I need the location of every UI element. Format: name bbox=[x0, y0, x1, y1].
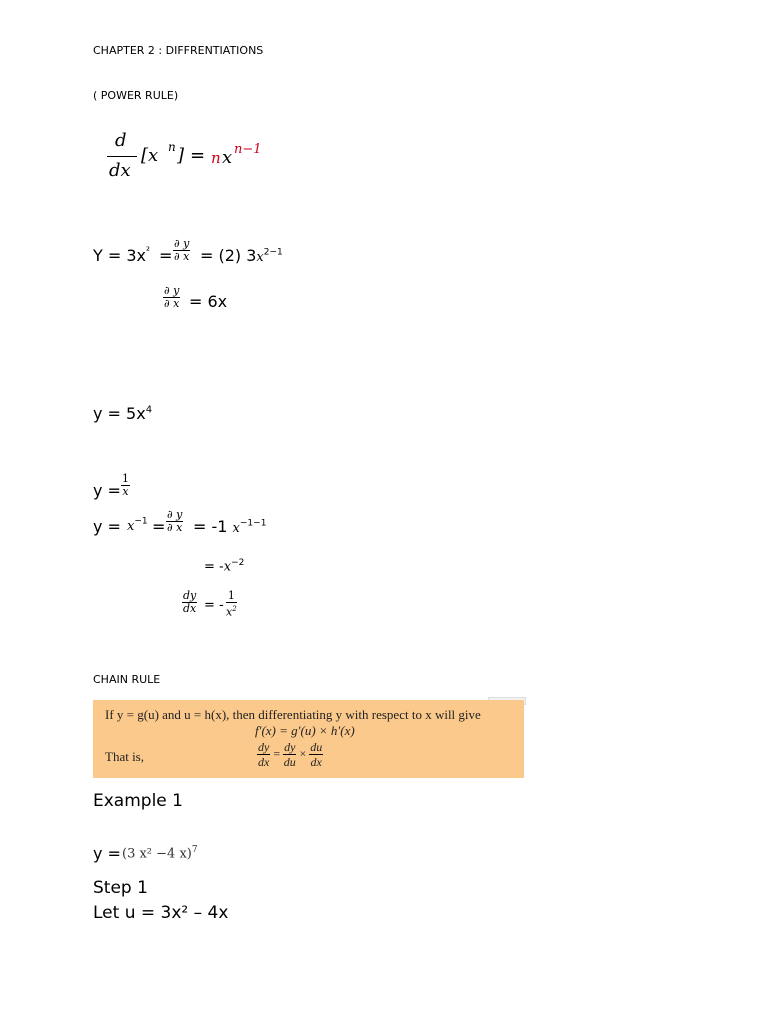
ex3-line4-eq: = - bbox=[204, 598, 224, 613]
chain-line4 bbox=[257, 740, 323, 769]
chain-rule-heading: CHAIN RULE bbox=[93, 673, 161, 686]
ex3-line2-dx: ∂ x bbox=[167, 521, 183, 534]
ex3-line2-derivative bbox=[166, 509, 183, 534]
chain-line1: If y = g(u) and u = h(x), then differentiating y with respect to x will give bbox=[105, 707, 481, 722]
formula-equals: = bbox=[190, 145, 206, 166]
ex1-line2-dx: ∂ x bbox=[164, 297, 180, 310]
ex1-rhs-x: x bbox=[256, 250, 264, 265]
ex1-rhs-exp: 2−1 bbox=[263, 247, 283, 258]
ex3-line1-frac bbox=[121, 473, 130, 498]
formula-exp-n: n bbox=[168, 140, 176, 154]
ex3-line3-x: x bbox=[223, 559, 232, 575]
ex2-exp: 4 bbox=[145, 404, 153, 416]
ex3-line2-rhs-exp: −1−1 bbox=[239, 518, 267, 529]
chain-times: × bbox=[299, 746, 307, 761]
example-expr-text: (3 x² −4 x) bbox=[122, 846, 192, 862]
chain-dy: dy bbox=[258, 740, 270, 754]
ex3-line2-exp: −1 bbox=[134, 516, 148, 527]
formula-coef: n bbox=[211, 149, 221, 167]
ex1-sq: ² bbox=[146, 246, 151, 257]
step-text: Let u = 3x² – 4x bbox=[93, 903, 229, 923]
chain-line3: That is, bbox=[105, 749, 144, 764]
ex3-line2-rhs-x: x bbox=[232, 521, 240, 536]
formula-exp: n−1 bbox=[234, 142, 262, 157]
ex1-dy: ∂ y bbox=[174, 237, 190, 250]
ex3-line2-lhs: y = bbox=[93, 517, 121, 536]
ex3-line4-frac bbox=[182, 590, 197, 615]
formula-dx: dx bbox=[109, 160, 131, 181]
ex3-line4-rhs-frac bbox=[226, 590, 237, 619]
ex2-line bbox=[93, 404, 152, 423]
chain-du: du bbox=[283, 755, 296, 769]
ex1-derivative bbox=[173, 238, 190, 263]
formula-d: d bbox=[115, 130, 127, 151]
ex3-line2-eq: = bbox=[152, 517, 166, 536]
power-rule-heading: ( POWER RULE) bbox=[93, 89, 179, 102]
formula-bracket-close: ] bbox=[177, 145, 185, 166]
example-exp: 7 bbox=[191, 845, 198, 855]
chain-du2: du bbox=[310, 740, 323, 754]
ex3-line4-dx: dx bbox=[183, 602, 197, 615]
ex3-line3 bbox=[204, 558, 244, 574]
chain-dx2: dx bbox=[310, 755, 322, 769]
chain-dy2: dy bbox=[284, 740, 296, 754]
formula-bracket-open: [x bbox=[141, 145, 159, 166]
ex1-line2-derivative bbox=[163, 285, 180, 310]
chain-eq: = bbox=[273, 746, 281, 761]
ex1-rhs bbox=[200, 246, 283, 265]
ex3-line4-x2: $x^2$ bbox=[226, 605, 237, 619]
ex1-line2-dy: ∂ y bbox=[164, 284, 180, 297]
chapter-title: CHAPTER 2 : DIFFRENTIATIONS bbox=[93, 44, 264, 57]
step-heading: Step 1 bbox=[93, 878, 148, 898]
ex3-line2-rhs-text: = -1 bbox=[193, 517, 228, 536]
example-y: y = bbox=[93, 844, 121, 863]
ex1-line2-rhs: = 6x bbox=[189, 292, 228, 311]
formula-x: x bbox=[222, 147, 233, 168]
ex3-line3-exp: −2 bbox=[231, 558, 245, 568]
ex1-dx: ∂ x bbox=[174, 250, 190, 263]
ex2-text: y = 5x bbox=[93, 404, 146, 423]
ex3-line3-text: = - bbox=[204, 559, 224, 575]
ex1-line1 bbox=[93, 246, 150, 265]
ex3-line1-lhs: y = bbox=[93, 481, 121, 500]
ex3-x: x bbox=[122, 485, 129, 498]
ex1-rhs-text: = (2) 3 bbox=[200, 246, 257, 265]
ex3-line2-rhs bbox=[193, 517, 266, 536]
ex3-line2-x: x bbox=[127, 519, 135, 534]
example-heading: Example 1 bbox=[93, 791, 183, 811]
ex3-line2-xneg bbox=[127, 515, 148, 534]
formula-fraction-bar bbox=[107, 156, 137, 157]
ex1-eq: = bbox=[159, 246, 173, 265]
ex3-line4-one: 1 bbox=[227, 589, 235, 602]
ex3-line2-dy: ∂ y bbox=[167, 508, 183, 521]
example-expr bbox=[122, 845, 198, 861]
ex1-lhs: Y = 3x bbox=[93, 246, 146, 265]
ex3-one: 1 bbox=[122, 472, 129, 485]
ex3-line4-dy: dy bbox=[183, 589, 197, 602]
chain-rule-box bbox=[93, 700, 524, 778]
power-rule-formula bbox=[93, 112, 271, 190]
chain-line2: f′(x) = g′(u) × h′(x) bbox=[255, 723, 355, 738]
chain-dx: dx bbox=[258, 755, 270, 769]
